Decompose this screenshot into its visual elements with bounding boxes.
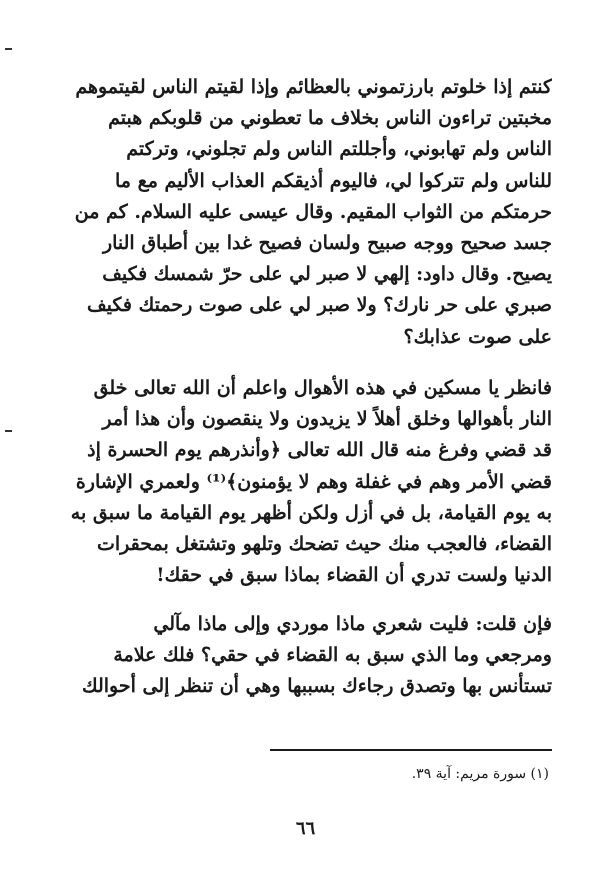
margin-mark-middle xyxy=(5,430,12,432)
footnote-separator xyxy=(270,749,552,751)
margin-mark-top xyxy=(5,48,12,50)
text-line: جسد صحيح ووجه صبيح ولسان فصيح غدا بين أطباق النار xyxy=(102,231,552,254)
text-line: يصيح. وقال داود: إلهي لا صبر لي على حرّ شمسك فكيف xyxy=(102,263,552,286)
text-line: القضاء، فالعجب منك حيث تضحك وتلهو وتشتغل بمحقرات xyxy=(97,532,552,555)
text-line: كنتم إذا خلوتم بارزتموني بالعظائم وإذا لقيتم الناس لقيتموهم xyxy=(75,76,552,98)
text-line: للناس ولم تتركوا لي، فاليوم أذيقكم العذاب الأليم مع ما xyxy=(115,169,552,192)
text-line: قد قضي وفرغ منه قال الله تعالى ﴿وأنذرهم يوم الحسرة إذ xyxy=(87,439,552,462)
page-number: ٦٦ xyxy=(295,818,316,839)
text-line: صبري على حر نارك؟ ولا صبر لي على صوت رحمتك فكيف xyxy=(87,294,552,317)
paragraph-2 xyxy=(62,373,552,591)
text-line: فانظر يا مسكين في هذه الأهوال واعلم أن الله تعالى خلق xyxy=(93,377,552,399)
text-line: حرمتكم من الثواب المقيم. وقال عيسى عليه السلام. كم من xyxy=(74,200,552,223)
text-line: الناس ولم تهابوني، وأجللتم الناس ولم تجلوني، وتركتم xyxy=(126,138,552,161)
text-line: تستأنس بها وتصدق رجاءك بسببها وهي أن تنظر إلى أحوالك xyxy=(81,675,552,698)
text-line: فإن قلت: فليت شعري ماذا موردي وإلى ماذا مآلي xyxy=(153,613,552,635)
text-line: قضي الأمر وهم في غفلة وهم لا يؤمنون﴾⁽¹⁾ ولعمري الإشارة xyxy=(75,470,552,493)
text-line: ومرجعي وما الذي سبق به القضاء في حقي؟ فلك علامة xyxy=(113,644,552,667)
paragraph-3 xyxy=(62,609,552,703)
text-line: النار بأهوالها وخلق أهلاً لا يزيدون ولا ينقصون وأن هذا أمر xyxy=(102,408,552,431)
footnote: (١) سورة مريم: آية ٣٩. xyxy=(411,766,549,782)
text-line: به يوم القيامة، بل في أزل ولكن أظهر يوم القيامة ما سبق به xyxy=(70,501,552,524)
text-line: على صوت عذابك؟ xyxy=(403,325,552,348)
text-line: الدنيا ولست تدري أن القضاء بماذا سبق في حقك! xyxy=(156,564,552,587)
text-line: مخبتين تراءون الناس بخلاف ما تعطوني من قلوبكم هبتم xyxy=(108,107,552,130)
paragraph-1 xyxy=(62,72,552,353)
